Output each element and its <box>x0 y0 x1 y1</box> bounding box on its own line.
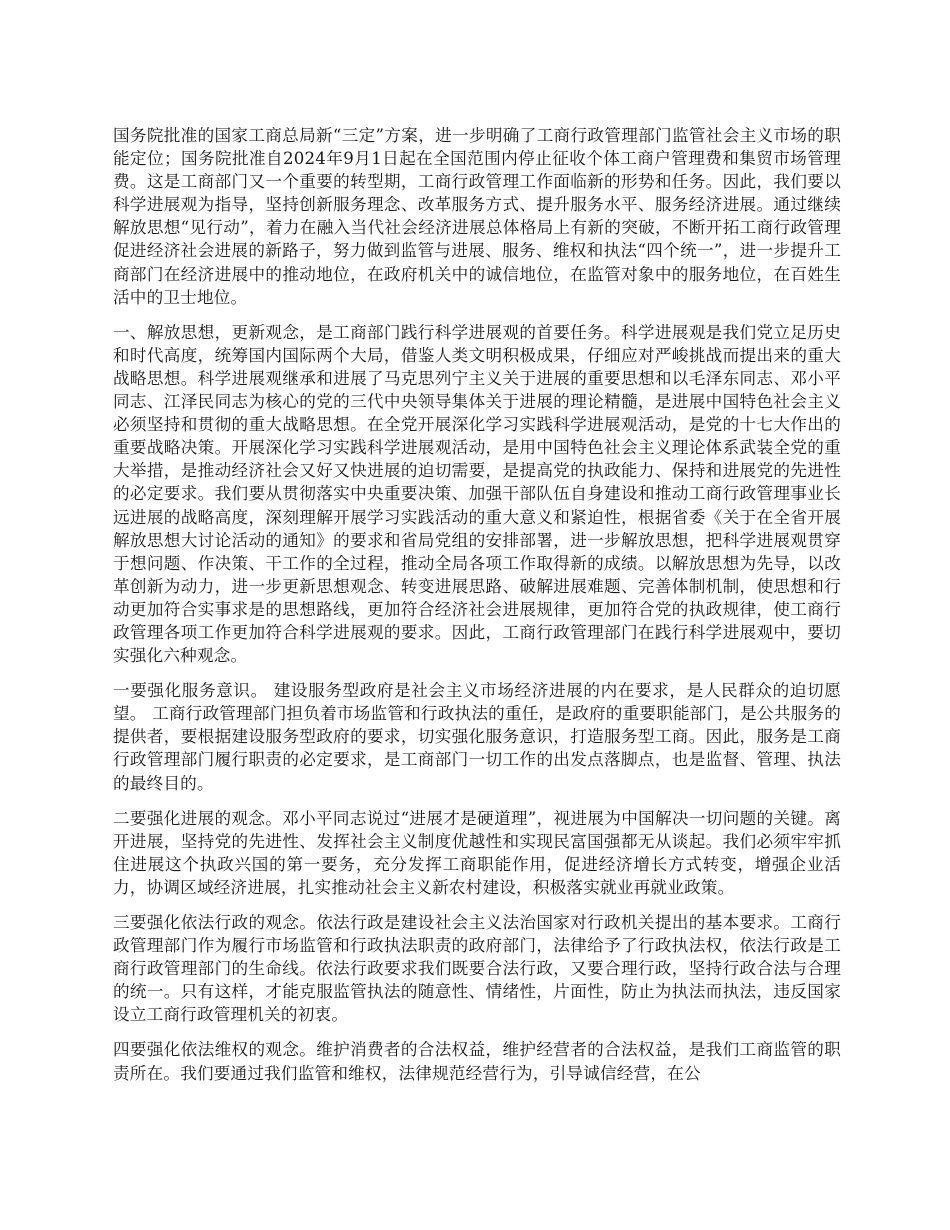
paragraph-rights-protection: 四要强化依法维权的观念。维护消费者的合法权益，维护经营者的合法权益，是我们工商监管的职责所在。我们要通过我们监管和维权，法律规范经营行为，引导诚信经营，在公 <box>113 1040 841 1083</box>
paragraph-service-awareness: 一要强化服务意识。 建设服务型政府是社会主义市场经济进展的内在要求，是人民群众的迫切愿望。 工商行政管理部门担负着市场监管和行政执法的重任，是政府的重要职能部门，是公共服务的提供者，要根据建设服务型政府的要求，切实强化服务意识，打造服务型工商。因此，服务是工商行政管理部门履行职责的必定要求，是工商部门一切工作的出发点落脚点，也是监督、管理、执法的最终目的。 <box>113 681 841 793</box>
paragraph-law-administration: 三要强化依法行政的观念。依法行政是建设社会主义法治国家对行政机关提出的基本要求。工商行政管理部门作为履行市场监管和行政执法职责的政府部门，法律给予了行政执法权，依法行政是工商行政管理部门的生命线。依法行政要求我们既要合法行政，又要合理行政，坚持行政合法与合理的统一。只有这样，才能克服监管执法的随意性、情绪性，片面性，防止为执法而执法，违反国家设立工商行政管理机关的初衷。 <box>113 913 841 1025</box>
paragraph-development-concept: 二要强化进展的观念。邓小平同志说过“进展才是硬道理”，视进展为中国解决一切问题的关键。离开进展，坚持党的先进性、发挥社会主义制度优越性和实现民富国强都无从谈起。我们必须牢牢抓住进展这个执政兴国的第一要务，充分发挥工商职能作用，促进经济增长方式转变，增强企业活力，协调区域经济进展，扎实推动社会主义新农村建设，积极落实就业再就业政策。 <box>113 808 841 897</box>
document-body <box>113 124 841 1097</box>
paragraph-intro: 国务院批准的国家工商总局新“三定”方案，进一步明确了工商行政管理部门监管社会主义市场的职能定位；国务院批准自2024年9月1日起在全国范围内停止征收个体工商户管理费和集贸市场管理费。这是工商部门又一个重要的转型期，工商行政管理工作面临新的形势和任务。因此，我们要以科学进展观为指导，坚持创新服务理念、改革服务方式、提升服务水平、服务经济进展。通过继续解放思想“见行动”，着力在融入当代社会经济进展总体格局上有新的突破，不断开拓工商行政管理促进经济社会进展的新路子，努力做到监管与进展、服务、维权和执法“四个统一”，进一步提升工商部门在经济进展中的推动地位，在政府机关中的诚信地位，在监管对象中的服务地位，在百姓生活中的卫士地位。 <box>113 126 841 307</box>
paragraph-section-one: 一、解放思想，更新观念，是工商部门践行科学进展观的首要任务。科学进展观是我们党立足历史和时代高度，统筹国内国际两个大局，借鉴人类文明积极成果，仔细应对严峻挑战而提出来的重大战略思想。科学进展观继承和进展了马克思列宁主义关于进展的重要思想和以毛泽东同志、邓小平同志、江泽民同志为核心的党的三代中央领导集体关于进展的理论精髓，是进展中国特色社会主义必须坚持和贯彻的重大战略思想。在全党开展深化学习实践科学进展观活动，是党的十七大作出的重要战略决策。开展深化学习实践科学进展观活动，是用中国特色社会主义理论体系武装全党的重大举措，是推动经济社会又好又快进展的迫切需要，是提高党的执政能力、保持和进展党的先进性的必定要求。我们要从贯彻落实中央重要决策、加强干部队伍自身建设和推动工商行政管理事业长远进展的战略高度，深刻理解开展学习实践活动的重大意义和紧迫性，根据省委《关于在全省开展解放思想大讨论活动的通知》的要求和省局党组的安排部署，进一步解放思想，把科学进展观贯穿于想问题、作决策、干工作的全过程，推动全局各项工作取得新的成绩。以解放思想为先导，以改革创新为动力，进一步更新思想观念、转变进展思路、破解进展难题、完善体制机制，使思想和行动更加符合实事求是的思想路线，更加符合经济社会进展规律，更加符合党的执政规律，使工商行政管理各项工作更加符合科学进展观的要求。因此，工商行政管理部门在践行科学进展观中，要切实强化六种观念。 <box>113 322 841 666</box>
